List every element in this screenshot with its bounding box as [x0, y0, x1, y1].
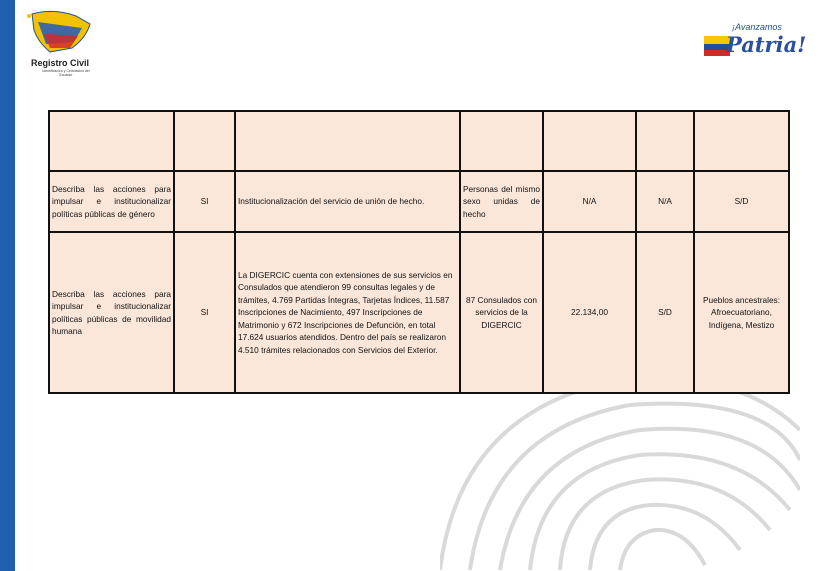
row-description: Describa las acciones para impulsar e institucionalizar políticas públicas de género [49, 171, 174, 232]
row-beneficiaries: Personas del mismo sexo unidas de hecho [460, 171, 543, 232]
data-table [48, 110, 790, 394]
patria-small-text: ¡Avanzamos [732, 22, 782, 32]
registro-civil-tagline: Identificación y Cedulación del Ecuador [42, 69, 90, 77]
row-value-3: S/D [694, 171, 789, 232]
row-value-1: N/A [543, 171, 636, 232]
patria-logo [704, 18, 807, 68]
row-value-2: N/A [636, 171, 694, 232]
row-beneficiaries: 87 Consulados con servicios de la DIGERCIC [460, 232, 543, 393]
ecuador-map-icon [24, 8, 104, 58]
row-description: Describa las acciones para impulsar e institucionalizar políticas públicas de movilidad humana [49, 232, 174, 393]
header-cell [636, 111, 694, 171]
row-answer: SI [174, 232, 235, 393]
registro-civil-logo [24, 8, 104, 88]
row-value-3: Pueblos ancestrales: Afroecuatoriano, Indígena, Mestizo [694, 232, 789, 393]
row-value-2: S/D [636, 232, 694, 393]
header-cell [235, 111, 460, 171]
row-value-1: 22.134,00 [543, 232, 636, 393]
header-cell [174, 111, 235, 171]
table-row [49, 232, 789, 393]
patria-big-text: Patria! [726, 32, 807, 57]
header-cell [49, 111, 174, 171]
row-answer: SI [174, 171, 235, 232]
row-actions: Institucionalización del servicio de unión de hecho. [235, 171, 460, 232]
table-row [49, 171, 789, 232]
fingerprint-watermark [440, 370, 800, 570]
header-cell [543, 111, 636, 171]
header-cell [460, 111, 543, 171]
registro-civil-name: Registro Civil [31, 58, 90, 68]
row-actions: La DIGERCIC cuenta con extensiones de sus servicios en Consulados que atendieron 99 consultas legales y de trámites, 4.769 Partidas Íntegras, Tarjetas Índices, 11.587 Inscripciones de Nacimiento, 497 Inscripciones de Matrimonio y 672 Inscripciones de Defunción, en total 17.624 usuarios atendidos. Dentro del país se realizaron 4.510 trámites relacionados con Servicios del Exterior. [235, 232, 460, 393]
header-cell [694, 111, 789, 171]
table-header-row [49, 111, 789, 171]
left-accent-bar [0, 0, 15, 571]
